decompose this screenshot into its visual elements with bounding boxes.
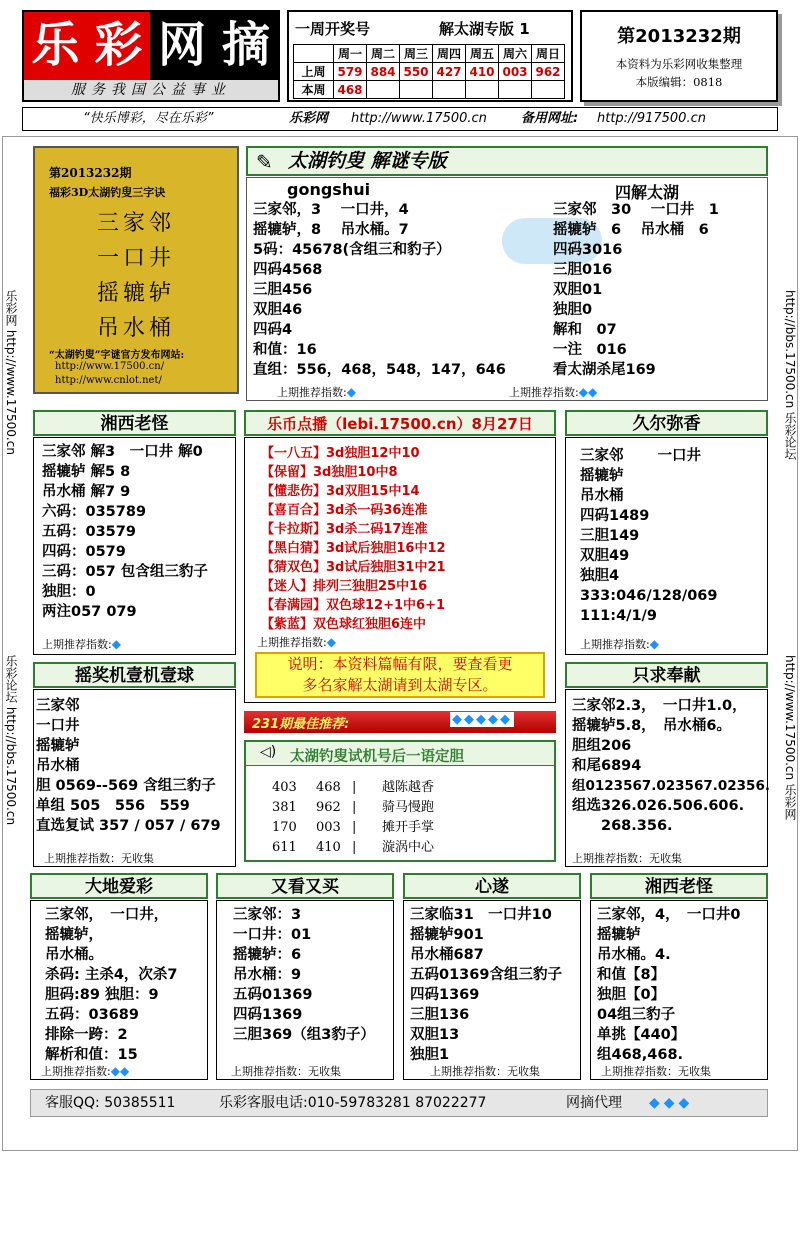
lebi-item-name: 【紫蓝】 <box>261 617 314 632</box>
lebi-item[interactable] <box>261 482 446 501</box>
logo-char: 摘 <box>214 12 278 80</box>
sep: | <box>352 780 357 795</box>
diamond-icon: ◆ <box>346 385 356 399</box>
xinsui-panel <box>403 900 581 1080</box>
phone-contact[interactable]: 乐彩客服电话:010-59783281 87022277 <box>219 1095 487 1111</box>
logo-slogan: 服务我国公益事业 <box>24 80 278 100</box>
text-line: 双胆49 <box>580 548 630 564</box>
text-line: 五码：03689 <box>45 1007 139 1023</box>
lebi-item[interactable] <box>261 558 446 577</box>
text-line: 摇辘轳 解5 8 <box>42 464 131 480</box>
text-line: 直组：556，468，548，147，646 <box>253 362 506 378</box>
sijie-title: 四解太湖 <box>615 183 680 202</box>
text-line: 摇辘轳5.8， 吊水桶6。 <box>572 718 732 734</box>
diamond-icon: ◆ <box>649 637 659 651</box>
lebi-item-text: 双色球红独胆6连中 <box>313 617 427 632</box>
yaojiang-panel <box>33 689 236 867</box>
text-line: 三胆369（组3豹子） <box>233 1027 375 1043</box>
lebi-panel <box>244 437 556 703</box>
trial-b: 003 <box>316 820 341 835</box>
lebi-item-text: 3d杀一码36连准 <box>326 503 428 518</box>
draw-number: 003 <box>499 63 532 81</box>
side-text-left-top: 乐彩网 http://www.17500.cn <box>4 290 18 455</box>
rec-index: 上期推荐指数：无收集 <box>44 852 154 865</box>
logo-char: 网 <box>150 12 214 80</box>
rec-label: 上期推荐指数: <box>277 386 347 399</box>
taihu-title-bar <box>246 146 768 176</box>
rec-index <box>257 634 336 650</box>
zhiqiu-lines <box>572 696 770 836</box>
text-line: 独胆：0 <box>42 584 96 600</box>
trial-b: 962 <box>316 800 341 815</box>
text-line: 三家邻 解3 一口井 解0 <box>42 444 203 460</box>
text-line: 吊水桶。4. <box>597 947 671 963</box>
draw-number: 962 <box>532 63 565 81</box>
rec-label: 上期推荐指数: <box>42 638 112 651</box>
draw-number: 468 <box>334 81 367 99</box>
jiuer-title: 久尔弥香 <box>565 410 768 436</box>
trial-rows <box>272 778 434 858</box>
text-line: 解和 07 <box>553 322 617 338</box>
diamond-icon: ◆◆◆ <box>649 1095 694 1111</box>
lebi-item-name: 【迷人】 <box>261 579 314 594</box>
logo-char: 彩 <box>87 12 150 80</box>
lebi-title: 乐币点播（lebi.17500.cn）8月27日 <box>244 410 556 436</box>
rec-index: 上期推荐指数：无收集 <box>430 1065 540 1078</box>
text-line: 摇辘轳 <box>597 927 641 943</box>
best-bar <box>244 711 556 733</box>
lebi-item-text: 3d独胆12中10 <box>326 446 420 461</box>
text-line: 双胆01 <box>553 282 603 298</box>
draw-number <box>400 81 433 99</box>
poster-url[interactable]: http://www.17500.cn/ <box>55 361 165 372</box>
agent-label: 网摘代理 <box>566 1095 622 1111</box>
text-line: 胆组206 <box>572 738 632 754</box>
issue-number: 第2013232期 <box>617 26 741 47</box>
yaojiang-title: 摇奖机壹机壹球 <box>33 662 236 688</box>
lebi-item[interactable] <box>261 596 446 615</box>
banner-site-name: 乐彩网 <box>289 111 329 126</box>
trial-a: 611 <box>272 840 297 855</box>
text-line: 吊水桶 解7 9 <box>42 484 131 500</box>
note-line: 多名家解太湖请到太湖专区。 <box>302 676 498 694</box>
rec-index <box>580 636 659 652</box>
diamond-icon: ◆◆ <box>110 1064 130 1078</box>
sep: | <box>352 840 357 855</box>
youkan-title: 又看又买 <box>216 873 394 899</box>
text-line: 两注057 079 <box>42 604 137 620</box>
text-line: 摇辘轳 6 吊水桶 6 <box>553 222 709 238</box>
text-line: 解析和值：15 <box>45 1047 138 1063</box>
text-line: 双胆46 <box>253 302 303 318</box>
trial-row <box>272 778 434 798</box>
youkan-panel <box>216 900 394 1080</box>
text-line: 333:046/128/069 <box>580 588 718 604</box>
rec-index <box>42 636 121 652</box>
text-line: 摇辘轳 <box>36 738 80 754</box>
draw-number: 884 <box>367 63 400 81</box>
rec-label: 上期推荐指数: <box>41 1065 111 1078</box>
text-line: 四码1369 <box>233 1007 303 1023</box>
lebi-item-name: 【春满园】 <box>261 598 327 613</box>
text-line: 单挑【440】 <box>597 1027 686 1043</box>
diamond-icon: ◆ <box>326 635 336 649</box>
text-line: 摇辘轳， <box>45 927 103 943</box>
weekly-draw-table <box>293 44 565 99</box>
lebi-item-name: 【黑白猜】 <box>261 541 327 556</box>
xinsui-title: 心遂 <box>403 873 581 899</box>
sijie-lines <box>553 200 719 380</box>
lebi-item[interactable] <box>261 444 446 463</box>
text-line: 摇辘轳，8 吊水桶。7 <box>253 222 409 238</box>
weekly-draw-panel <box>287 10 573 102</box>
lebi-item-name: 【喜百合】 <box>261 503 327 518</box>
poster-issue: 第2013232期 <box>49 166 132 180</box>
text-line: 四码1369 <box>410 987 480 1003</box>
day-header: 周四 <box>433 45 466 63</box>
text-line: 四码1489 <box>580 508 650 524</box>
text-line: 三家邻，3 一口井，4 <box>253 202 409 218</box>
draw-number <box>367 81 400 99</box>
draw-number: 410 <box>466 63 499 81</box>
poster-site-intro: “太湖钓叟”字谜官方发布网站: <box>49 350 185 361</box>
draw-number: 579 <box>334 63 367 81</box>
day-header: 周三 <box>400 45 433 63</box>
text-line: 吊水桶 <box>36 758 80 774</box>
text-line: 三家邻 <box>36 698 80 714</box>
site-link[interactable]: http://www.17500.cn <box>351 111 487 126</box>
lebi-item[interactable] <box>261 463 446 482</box>
text-line: 111:4/1/9 <box>580 608 657 624</box>
text-line: 一注 016 <box>553 342 627 358</box>
rec-index <box>41 1063 129 1079</box>
lebi-item[interactable] <box>261 615 446 634</box>
taihu-title: 太湖钓叟 解谜专版 <box>288 150 447 172</box>
lebi-item-text: 3d杀二码17连准 <box>326 522 428 537</box>
poster-verse: 一口井 <box>96 246 175 271</box>
diamond-icon: ◆◆◆◆◆ <box>452 712 512 727</box>
lebi-item-name: 【猜双色】 <box>261 560 327 575</box>
issue-editor: 本版编辑：0818 <box>635 75 723 89</box>
trial-c: 摊开手掌 <box>382 820 435 835</box>
text-line: 三胆136 <box>410 1007 470 1023</box>
poster-verse: 三家邻 <box>96 211 175 236</box>
text-line: 五码01369 <box>233 987 313 1003</box>
issue-panel <box>580 10 778 102</box>
text-line: 和值【8】 <box>597 967 666 983</box>
text-line: 5码：45678(含组三和豹子） <box>253 242 451 258</box>
lebi-note <box>255 652 545 698</box>
trial-row <box>272 838 434 858</box>
text-line: 三家邻2.3， 一口井1.0， <box>572 698 747 714</box>
text-line: 组选326.026.506.606. <box>572 798 745 814</box>
row-label: 上周 <box>294 63 334 81</box>
lebi-item-text: 排列三独胆25中16 <box>313 579 428 594</box>
text-line: 吊水桶。 <box>45 947 103 963</box>
dadi-title: 大地爱彩 <box>30 873 208 899</box>
lebi-item-text: 3d试后独胆31中21 <box>326 560 446 575</box>
text-line: 三家邻 30 一口井 1 <box>553 202 719 218</box>
trial-c: 越陈越香 <box>382 780 435 795</box>
draw-number <box>466 81 499 99</box>
poster-url[interactable]: http://www.cnlot.net/ <box>55 375 162 386</box>
trial-a: 403 <box>272 780 297 795</box>
taihu-panel <box>246 177 768 401</box>
weekly-title: 一周开奖号 <box>295 20 371 38</box>
text-line: 三家邻：3 <box>233 907 302 923</box>
diamond-icon: ◆ <box>111 637 121 651</box>
text-line: 排除一跨：2 <box>45 1027 128 1043</box>
poster-subtitle: 福彩3D太湖钓叟三字诀 <box>49 186 166 199</box>
text-line: 看太湖杀尾169 <box>553 362 656 378</box>
text-line: 六码：035789 <box>42 504 147 520</box>
gongshui-lines <box>253 200 506 380</box>
text-line: 三码：057 包含组三豹子 <box>42 564 208 580</box>
text-line: 组468,468. <box>597 1047 684 1063</box>
lebi-item-text: 3d双胆15中14 <box>326 484 420 499</box>
text-line: 胆码:89 独胆：9 <box>45 987 159 1003</box>
lebi-item-name: 【懂悲伤】 <box>261 484 327 499</box>
draw-number <box>532 81 565 99</box>
draw-number: 550 <box>400 63 433 81</box>
text-line: 独胆【0】 <box>597 987 666 1003</box>
trial-row <box>272 818 434 838</box>
trial-title: 太湖钓叟试机号后一语定胆 <box>290 749 464 765</box>
text-line: 胆 0569--569 含组三豹子 <box>36 778 216 794</box>
youkan-lines <box>233 905 375 1045</box>
row-label: 本周 <box>294 81 334 99</box>
text-line: 吊水桶 <box>580 488 624 504</box>
sep: | <box>352 820 357 835</box>
lebi-item-name: 【卡拉斯】 <box>261 522 327 537</box>
dadi-panel <box>30 900 208 1080</box>
rec-index: 上期推荐指数：无收集 <box>231 1065 341 1078</box>
xiangxi-title: 湘西老怪 <box>33 410 236 436</box>
rec-index: 上期推荐指数：无收集 <box>601 1065 711 1078</box>
zhiqiu-title: 只求奉献 <box>565 662 768 688</box>
rec-index: 上期推荐指数：无收集 <box>572 852 682 865</box>
rec-label: 上期推荐指数: <box>580 638 650 651</box>
day-header: 周五 <box>466 45 499 63</box>
text-line: 三胆456 <box>253 282 313 298</box>
draw-number: 427 <box>433 63 466 81</box>
day-header: 周六 <box>499 45 532 63</box>
diamond-icon: ◆◆ <box>578 385 598 399</box>
speaker-icon: ◁) <box>260 744 277 760</box>
text-line: 独胆1 <box>410 1047 450 1063</box>
text-line: 和尾6894 <box>572 758 642 774</box>
footer-bar <box>30 1089 768 1117</box>
text-line: 三家邻 一口井 <box>580 448 702 464</box>
backup-link[interactable]: http://917500.cn <box>597 111 706 126</box>
lebi-item[interactable] <box>261 539 446 558</box>
trial-title-bar <box>246 742 554 766</box>
text-line: 四码4568 <box>253 262 323 278</box>
day-header: 周日 <box>532 45 565 63</box>
side-text-right-bottom: http://www.17500.cn 乐彩网 <box>783 655 797 820</box>
lebi-item-text: 3d试后独胆16中12 <box>326 541 446 556</box>
text-line: 摇辘轳 <box>580 468 624 484</box>
dadi-lines <box>45 905 178 1065</box>
note-line: 说明：本资料篇幅有限，要查看更 <box>287 655 513 673</box>
lebi-item-text: 双色球12+1中6+1 <box>326 598 446 613</box>
trial-c: 漩涡中心 <box>382 840 435 855</box>
yaojiang-lines <box>36 696 221 836</box>
trial-row <box>272 798 434 818</box>
poster-verse: 吊水桶 <box>96 316 175 341</box>
xiangxi2-lines <box>597 905 740 1065</box>
draw-number <box>433 81 466 99</box>
side-text-right-top: http://bbs.17500.cn 乐彩论坛 <box>783 290 797 461</box>
jiuer-panel <box>565 437 768 655</box>
rec-index <box>277 384 356 400</box>
lebi-item-name: 【一八五】 <box>261 446 327 461</box>
qq-contact[interactable]: 客服QQ: 50385511 <box>45 1095 176 1111</box>
book-icon: ✎ <box>256 150 273 174</box>
jiuer-lines <box>580 446 717 626</box>
draw-number <box>499 81 532 99</box>
text-line: 五码01369含组三豹子 <box>410 967 562 983</box>
best-title: 231期最佳推荐: <box>252 717 350 732</box>
logo-char: 乐 <box>24 12 87 80</box>
text-line: 04组三豹子 <box>597 1007 676 1023</box>
xiangxi2-panel <box>590 900 768 1080</box>
backup-label: 备用网址: <box>521 111 579 126</box>
text-line: 和值：16 <box>253 342 317 358</box>
day-header: 周一 <box>334 45 367 63</box>
issue-note: 本资料为乐彩网收集整理 <box>615 57 743 71</box>
text-line: 吊水桶687 <box>410 947 484 963</box>
rec-label: 上期推荐指数: <box>257 636 327 649</box>
trial-b: 410 <box>316 840 341 855</box>
text-line: 五码：03579 <box>42 524 136 540</box>
sep: | <box>352 800 357 815</box>
trial-a: 170 <box>272 820 297 835</box>
banner-slogan: “快乐博彩，尽在乐彩” <box>83 111 214 126</box>
rec-label: 上期推荐指数: <box>509 386 579 399</box>
lebi-item-name: 【保留】 <box>261 465 314 480</box>
lebi-item[interactable] <box>261 577 446 596</box>
text-line: 四码3016 <box>553 242 623 258</box>
text-line: 三胆016 <box>553 262 613 278</box>
text-line: 一口井 <box>36 718 80 734</box>
text-line: 三家临31 一口井10 <box>410 907 552 923</box>
zhiqiu-panel <box>565 689 768 867</box>
text-line: 四码：0579 <box>42 544 126 560</box>
text-line: 杀码: 主杀4，次杀7 <box>45 967 178 983</box>
trial-a: 381 <box>272 800 297 815</box>
edition-title: 解太湖专版 1 <box>439 20 530 38</box>
text-line: 摇辘轳：6 <box>233 947 302 963</box>
xinsui-lines <box>410 905 562 1065</box>
text-line: 三家邻， 一口井， <box>45 907 169 923</box>
text-line: 四码4 <box>253 322 293 338</box>
poster <box>33 146 239 394</box>
text-line: 吊水桶：9 <box>233 967 302 983</box>
lebi-item[interactable] <box>261 520 446 539</box>
text-line: 摇辘轳901 <box>410 927 484 943</box>
trial-c: 骑马慢跑 <box>382 800 435 815</box>
site-banner <box>22 107 778 131</box>
text-line: 三胆149 <box>580 528 640 544</box>
text-line: 独胆4 <box>580 568 620 584</box>
text-line: 三家邻，4， 一口井0 <box>597 907 741 923</box>
text-line: 268.356. <box>572 818 673 834</box>
trial-b: 468 <box>316 780 341 795</box>
lebi-item-text: 3d独胆10中8 <box>313 465 398 480</box>
text-line: 直选复试 357 / 057 / 679 <box>36 818 221 834</box>
day-header: 周二 <box>367 45 400 63</box>
logo <box>22 10 280 102</box>
gongshui-title: gongshui <box>287 180 371 199</box>
rec-index <box>509 384 597 400</box>
lebi-item[interactable] <box>261 501 446 520</box>
text-line: 组0123567.023567.02356. <box>572 778 770 794</box>
text-line: 双胆13 <box>410 1027 460 1043</box>
side-text-left-bottom: 乐彩论坛 http://bbs.17500.cn <box>4 655 18 826</box>
lebi-list <box>261 444 446 634</box>
text-line: 独胆0 <box>553 302 593 318</box>
trial-panel <box>244 740 556 862</box>
poster-verse: 摇辘轳 <box>96 281 175 306</box>
xiangxi2-title: 湘西老怪 <box>590 873 768 899</box>
text-line: 一口井：01 <box>233 927 312 943</box>
text-line: 单组 505 556 559 <box>36 798 190 814</box>
xiangxi-lines <box>42 442 208 622</box>
xiangxi-panel <box>33 437 236 655</box>
